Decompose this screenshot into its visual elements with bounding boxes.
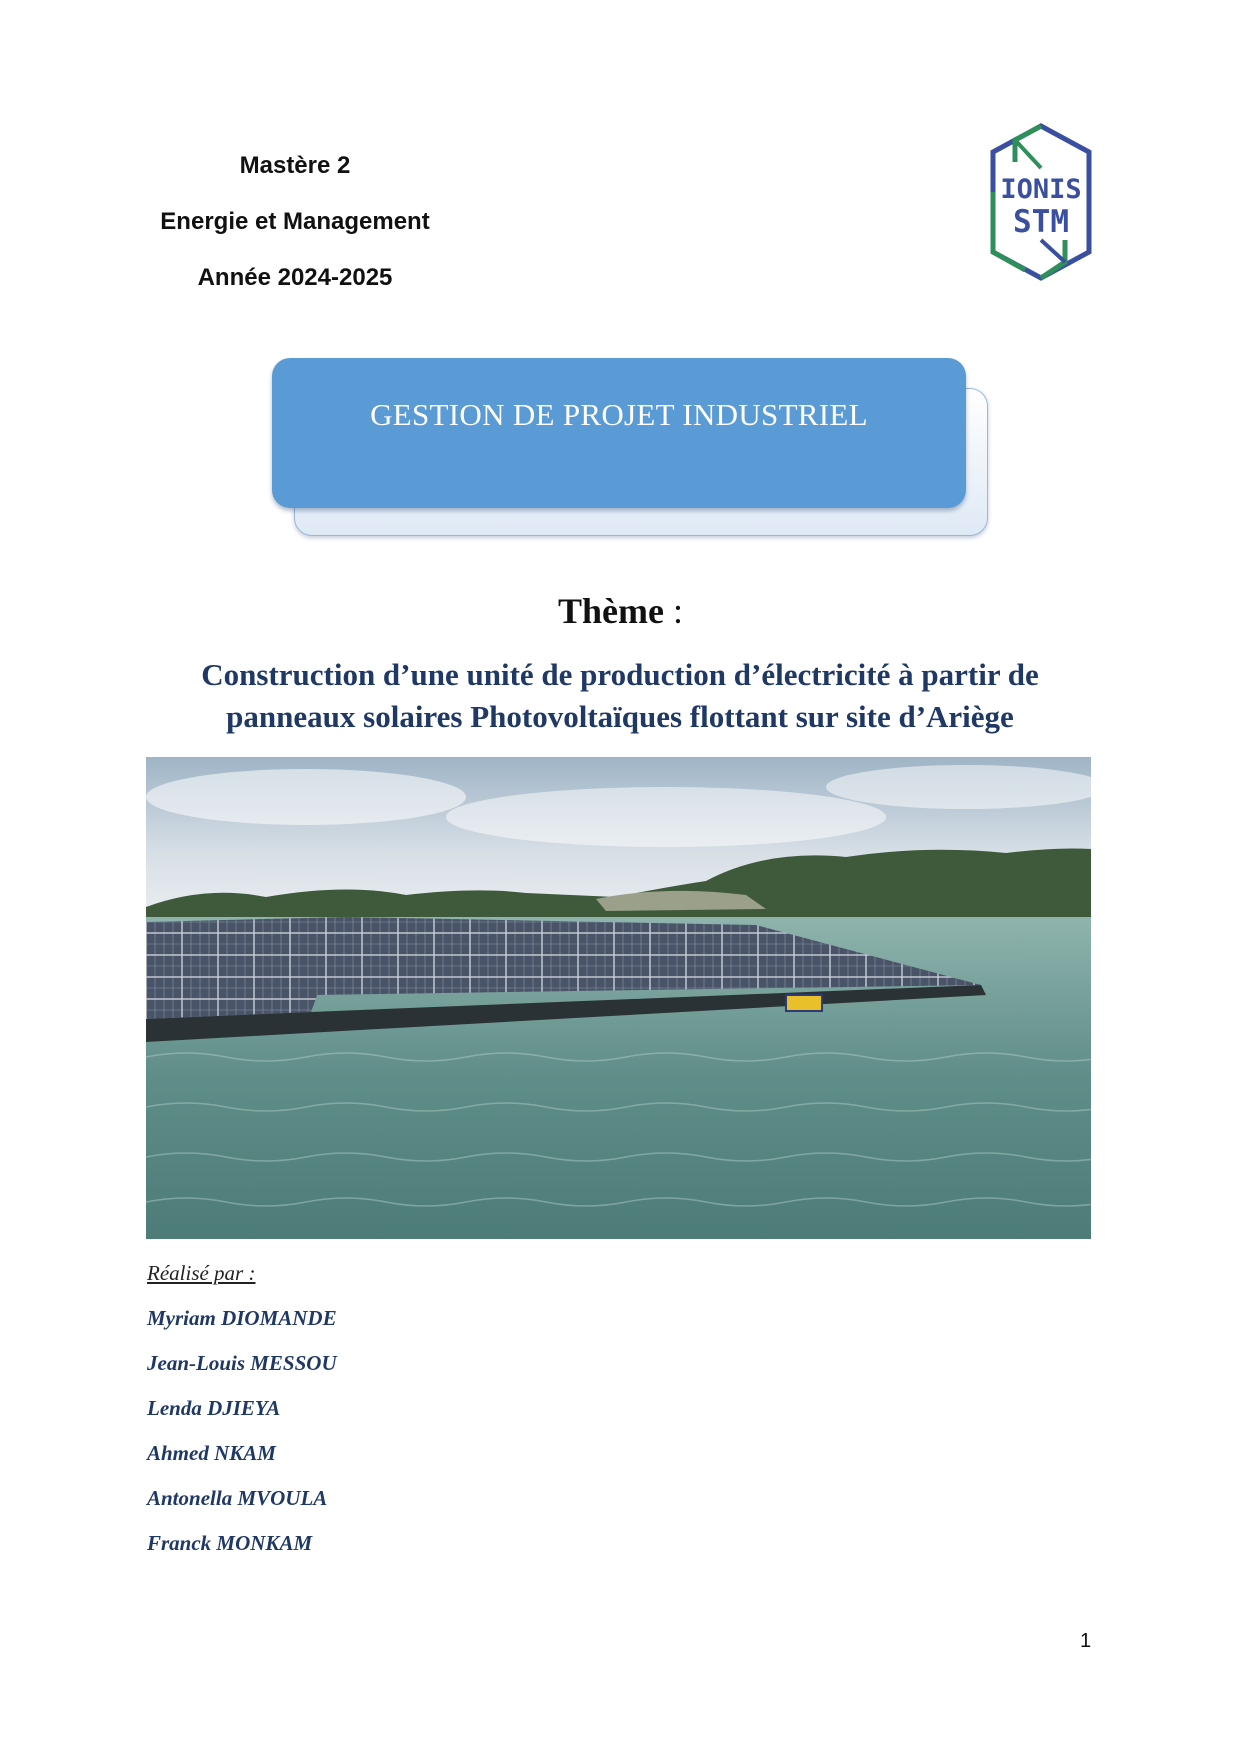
warning-sign	[786, 995, 822, 1011]
floating-solar-photo	[146, 757, 1091, 1239]
author-name: Lenda DJIEYA	[147, 1396, 281, 1420]
subject-line-2: panneaux solaires Photovoltaïques flottant sur site d’Ariège	[226, 699, 1014, 734]
logo-text-top: IONIS	[1000, 174, 1082, 205]
banner-panel	[272, 358, 966, 508]
author-name: Jean-Louis MESSOU	[147, 1351, 337, 1375]
theme-heading	[0, 590, 1241, 632]
authors-block	[147, 1258, 337, 1573]
authors-label: Réalisé par :	[147, 1261, 256, 1285]
photo-illustration	[146, 757, 1091, 1239]
logo-text-bottom: STM	[1013, 204, 1069, 240]
course-title: GESTION DE PROJET INDUSTRIEL	[370, 397, 868, 432]
project-subject	[130, 654, 1110, 738]
author-name: Franck MONKAM	[147, 1531, 313, 1555]
course-banner	[272, 358, 990, 538]
subject-line-1: Construction d’une unité de production d’électricité à partir de	[201, 657, 1039, 692]
academic-year: Année 2024-2025	[197, 264, 393, 291]
theme-separator: :	[663, 591, 683, 631]
theme-label: Thème	[558, 591, 664, 631]
author-name: Ahmed NKAM	[147, 1441, 276, 1465]
page-number: 1	[1080, 1630, 1092, 1652]
program-header	[130, 142, 460, 310]
ionis-stm-logo	[985, 122, 1097, 282]
program-name: Energie et Management	[160, 208, 430, 235]
program-level: Mastère 2	[239, 152, 351, 179]
author-name: Myriam DIOMANDE	[147, 1306, 337, 1330]
author-name: Antonella MVOULA	[147, 1486, 328, 1510]
